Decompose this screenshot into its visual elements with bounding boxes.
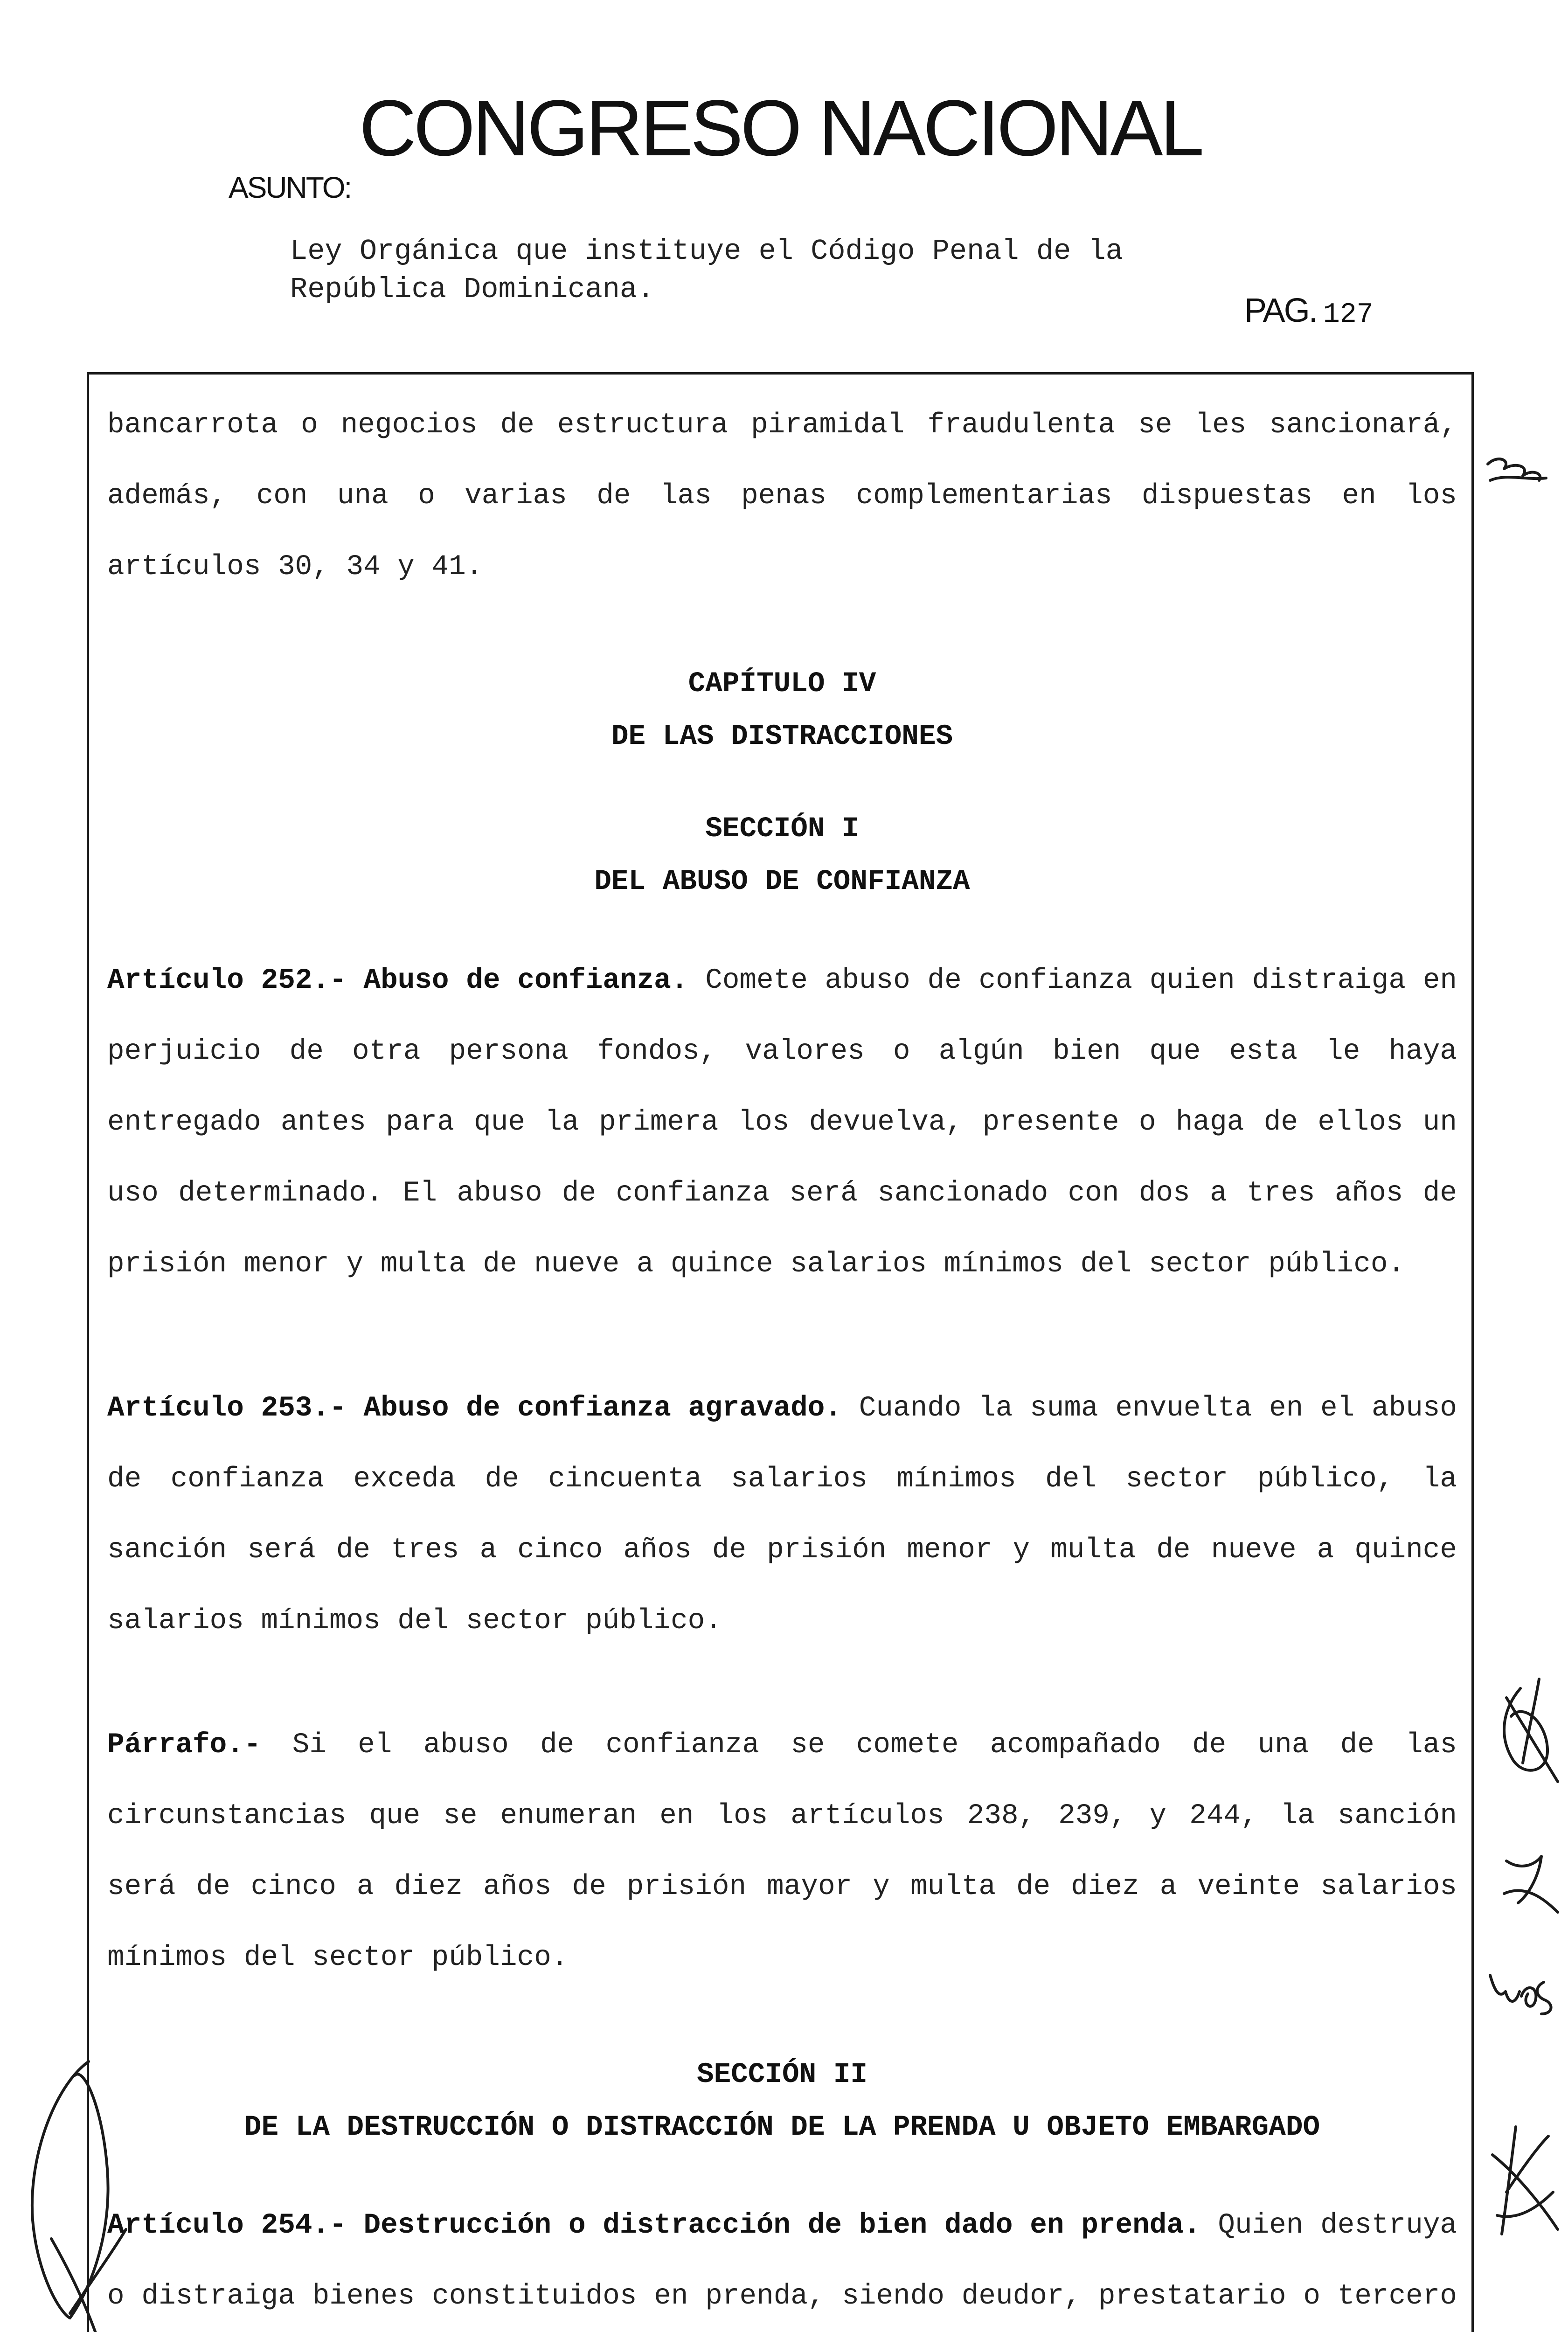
article-253-text: Cuando la suma envuelta en el abuso de confianza exceda de cincuenta salarios mínimos del sector público, la sanción será de tres a cinco años de prisión menor y multa de nueve a quince salarios mínimos del sector público. [107,1392,1457,1637]
subject-line-2: República Dominicana. [290,273,655,306]
article-254-label: Artículo 254.- [107,2209,347,2242]
subject-line-1: Ley Orgánica que instituye el Código Penal de la [290,235,1123,268]
subject-text [290,232,1316,309]
page-number-value: 127 [1323,299,1374,331]
article-253-label: Artículo 253.- [107,1392,347,1424]
section-2-title: DE LA DESTRUCCIÓN O DISTRACCIÓN DE LA PRENDA U OBJETO EMBARGADO [244,2111,1320,2144]
header-title: CONGRESO NACIONAL [359,84,1202,173]
paragraph-note-text: Si el abuso de confianza se comete acompañado de una de las circunstancias que se enumeran en los artículos 238, 239, y 244, la sanción será de cinco a diez años de prisión mayor y multa de diez a veinte salarios mínimos del sector público. [107,1729,1457,1974]
article-254-text: Quien destruya o distraiga bienes constituidos en prenda, siendo deudor, prestatario o tercero [107,2209,1457,2312]
article-252 [107,945,1457,1300]
page-label: PAG. [1244,292,1317,329]
article-254-title: Destrucción o distracción de bien dado en prenda. [363,2209,1201,2242]
chapter-heading: CAPÍTULO IV [688,668,876,700]
article-252-title: Abuso de confianza. [363,965,688,997]
paragraph-note [107,1710,1457,1993]
article-253 [107,1373,1457,1657]
article-252-label: Artículo 252.- [107,965,347,997]
document-body [107,390,1457,2332]
article-254 [107,2190,1457,2332]
initials-mark-3 [1504,1856,1558,1912]
asunto-label: ASUNTO: [229,171,351,204]
continuation-paragraph: bancarrota o negocios de estructura piramidal fraudulenta se les sancionará, además, con una o varias de las penas complementarias dispuestas en los artículos 30, 34 y 41. [107,409,1457,583]
page-number [1244,294,1374,329]
initials-mark-2 [1504,1679,1558,1782]
initials-mark-1 [1488,459,1546,480]
article-253-title: Abuso de confianza agravado. [363,1392,842,1424]
section-1-title: DEL ABUSO DE CONFIANZA [594,866,970,898]
section-1-heading: SECCIÓN I [705,813,859,845]
initials-mark-5 [1492,2127,1558,2234]
article-252-text: Comete abuso de confianza quien distraiga en perjuicio de otra persona fondos, valores o algún bien que esta le haya entregado antes para que la primera los devuelva, presente o haga de ellos un uso determinado. El abuso de confianza será sancionado con dos a tres años de prisión menor y multa de nueve a quince salarios mínimos del sector público. [107,965,1457,1280]
section-2-heading: SECCIÓN II [696,2059,868,2091]
initials-mark-4 [1490,1975,1551,2014]
paragraph-note-label: Párrafo.- [107,1729,261,1761]
chapter-title: DE LAS DISTRACCIONES [611,721,953,753]
